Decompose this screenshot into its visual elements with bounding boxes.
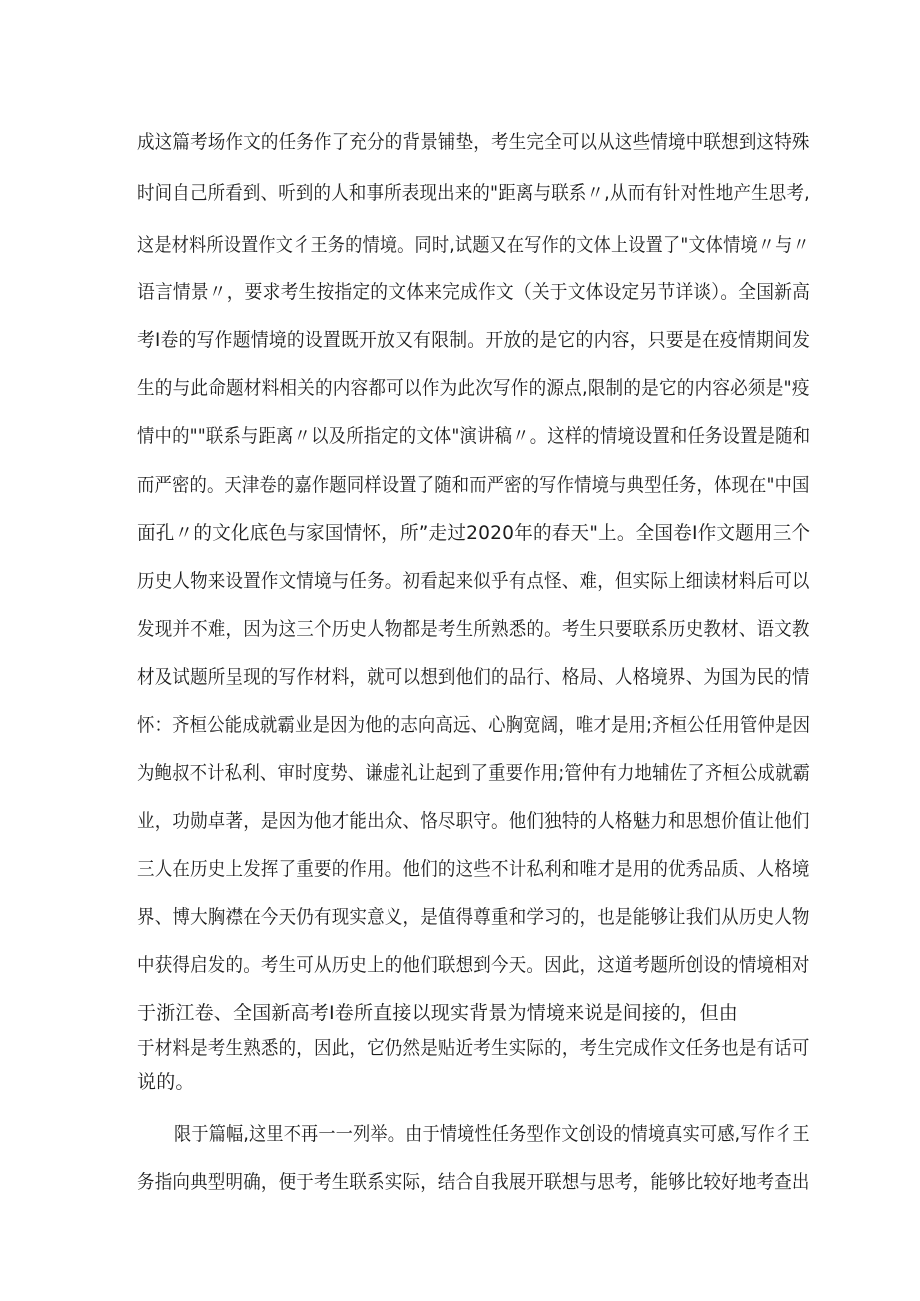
text-line: 面孔〃的文化底色与家国情怀，所”走过2020年的春天"上。全国卷Ⅰ作文题用三个: [137, 522, 811, 544]
text-line: 怀：齐桓公能成就霸业是因为他的志向高远、心胸宽阔，唯才是用;齐桓公任用管仲是因: [137, 714, 811, 736]
text-line: 于浙江卷、全国新高考Ⅰ卷所直接以现实背景为情境来说是间接的，但由: [137, 1002, 739, 1024]
text-line: 限于篇幅,这里不再一一列举。由于情境性任务型作文创设的情境真实可感,写作彳王: [174, 1123, 810, 1145]
text-line: 务指向典型明确，便于考生联系实际，结合自我展开联想与思考，能够比较好地考查出: [137, 1171, 810, 1193]
text-line: 界、博大胸襟在今天仍有现实意义，是值得尊重和学习的，也是能够让我们从历史人物: [137, 906, 810, 928]
text-line: 语言情景〃，要求考生按指定的文体来完成作文（关于文体设定另节详谈）。全国新高: [137, 281, 811, 303]
text-line: 于材料是考生熟悉的，因此，它仍然是贴近考生实际的，考生完成作文任务也是有话可: [137, 1037, 810, 1059]
text-line: 生的与此命题材料相关的内容都可以作为此次写作的源点,限制的是它的内容必须是"疫: [137, 377, 810, 399]
text-line: 发现并不难，因为这三个历史人物都是考生所熟悉的。考生只要联系历史教材、语文教: [137, 618, 810, 640]
text-line: 说的。: [137, 1071, 195, 1093]
text-line: 历史人物来设置作文情境与任务。初看起来似乎有点怪、难，但实际上细读材料后可以: [137, 570, 810, 592]
text-line: 中获得启发的。考生可从历史上的他们联想到今天。因此，这道考题所创设的情境相对: [137, 954, 810, 976]
text-line: 成这篇考场作文的任务作了充分的背景铺垫，考生完全可以从这些情境中联想到这特殊: [137, 131, 810, 153]
text-line: 这是材料所设置作文彳王务的情境。同时,试题又在写作的文体上设置了"文体情境〃与〃: [137, 234, 810, 256]
text-line: 三人在历史上发挥了重要的作用。他们的这些不计私利和唯才是用的优秀品质、人格境: [137, 858, 810, 880]
text-line: 考Ⅰ卷的写作题情境的设置既开放又有限制。开放的是它的内容，只要是在疫情期间发: [137, 329, 811, 351]
text-line: 材及试题所呈现的写作材料，就可以想到他们的品行、格局、人格境界、为国为民的情: [137, 666, 810, 688]
text-line: 而严密的。天津卷的嘉作题同样设置了随和而严密的写作情境与典型任务，体现在"中国: [137, 474, 810, 496]
text-line: 时间自己所看到、听到的人和事所表现出来的"距离与联系〃,从而有针对性地产生思考,: [137, 182, 810, 204]
text-line: 情中的""联系与距离〃以及所指定的文体"演讲稿〃。这样的情境设置和任务设置是随和: [137, 425, 811, 447]
text-line: 业，功勋卓著，是因为他才能出众、恪尽职守。他们独特的人格魅力和思想价值让他们: [137, 810, 810, 832]
text-line: 为鲍叔不计私利、审时度势、谦虚礼让起到了重要作用;管仲有力地辅佐了齐桓公成就霸: [137, 762, 811, 784]
